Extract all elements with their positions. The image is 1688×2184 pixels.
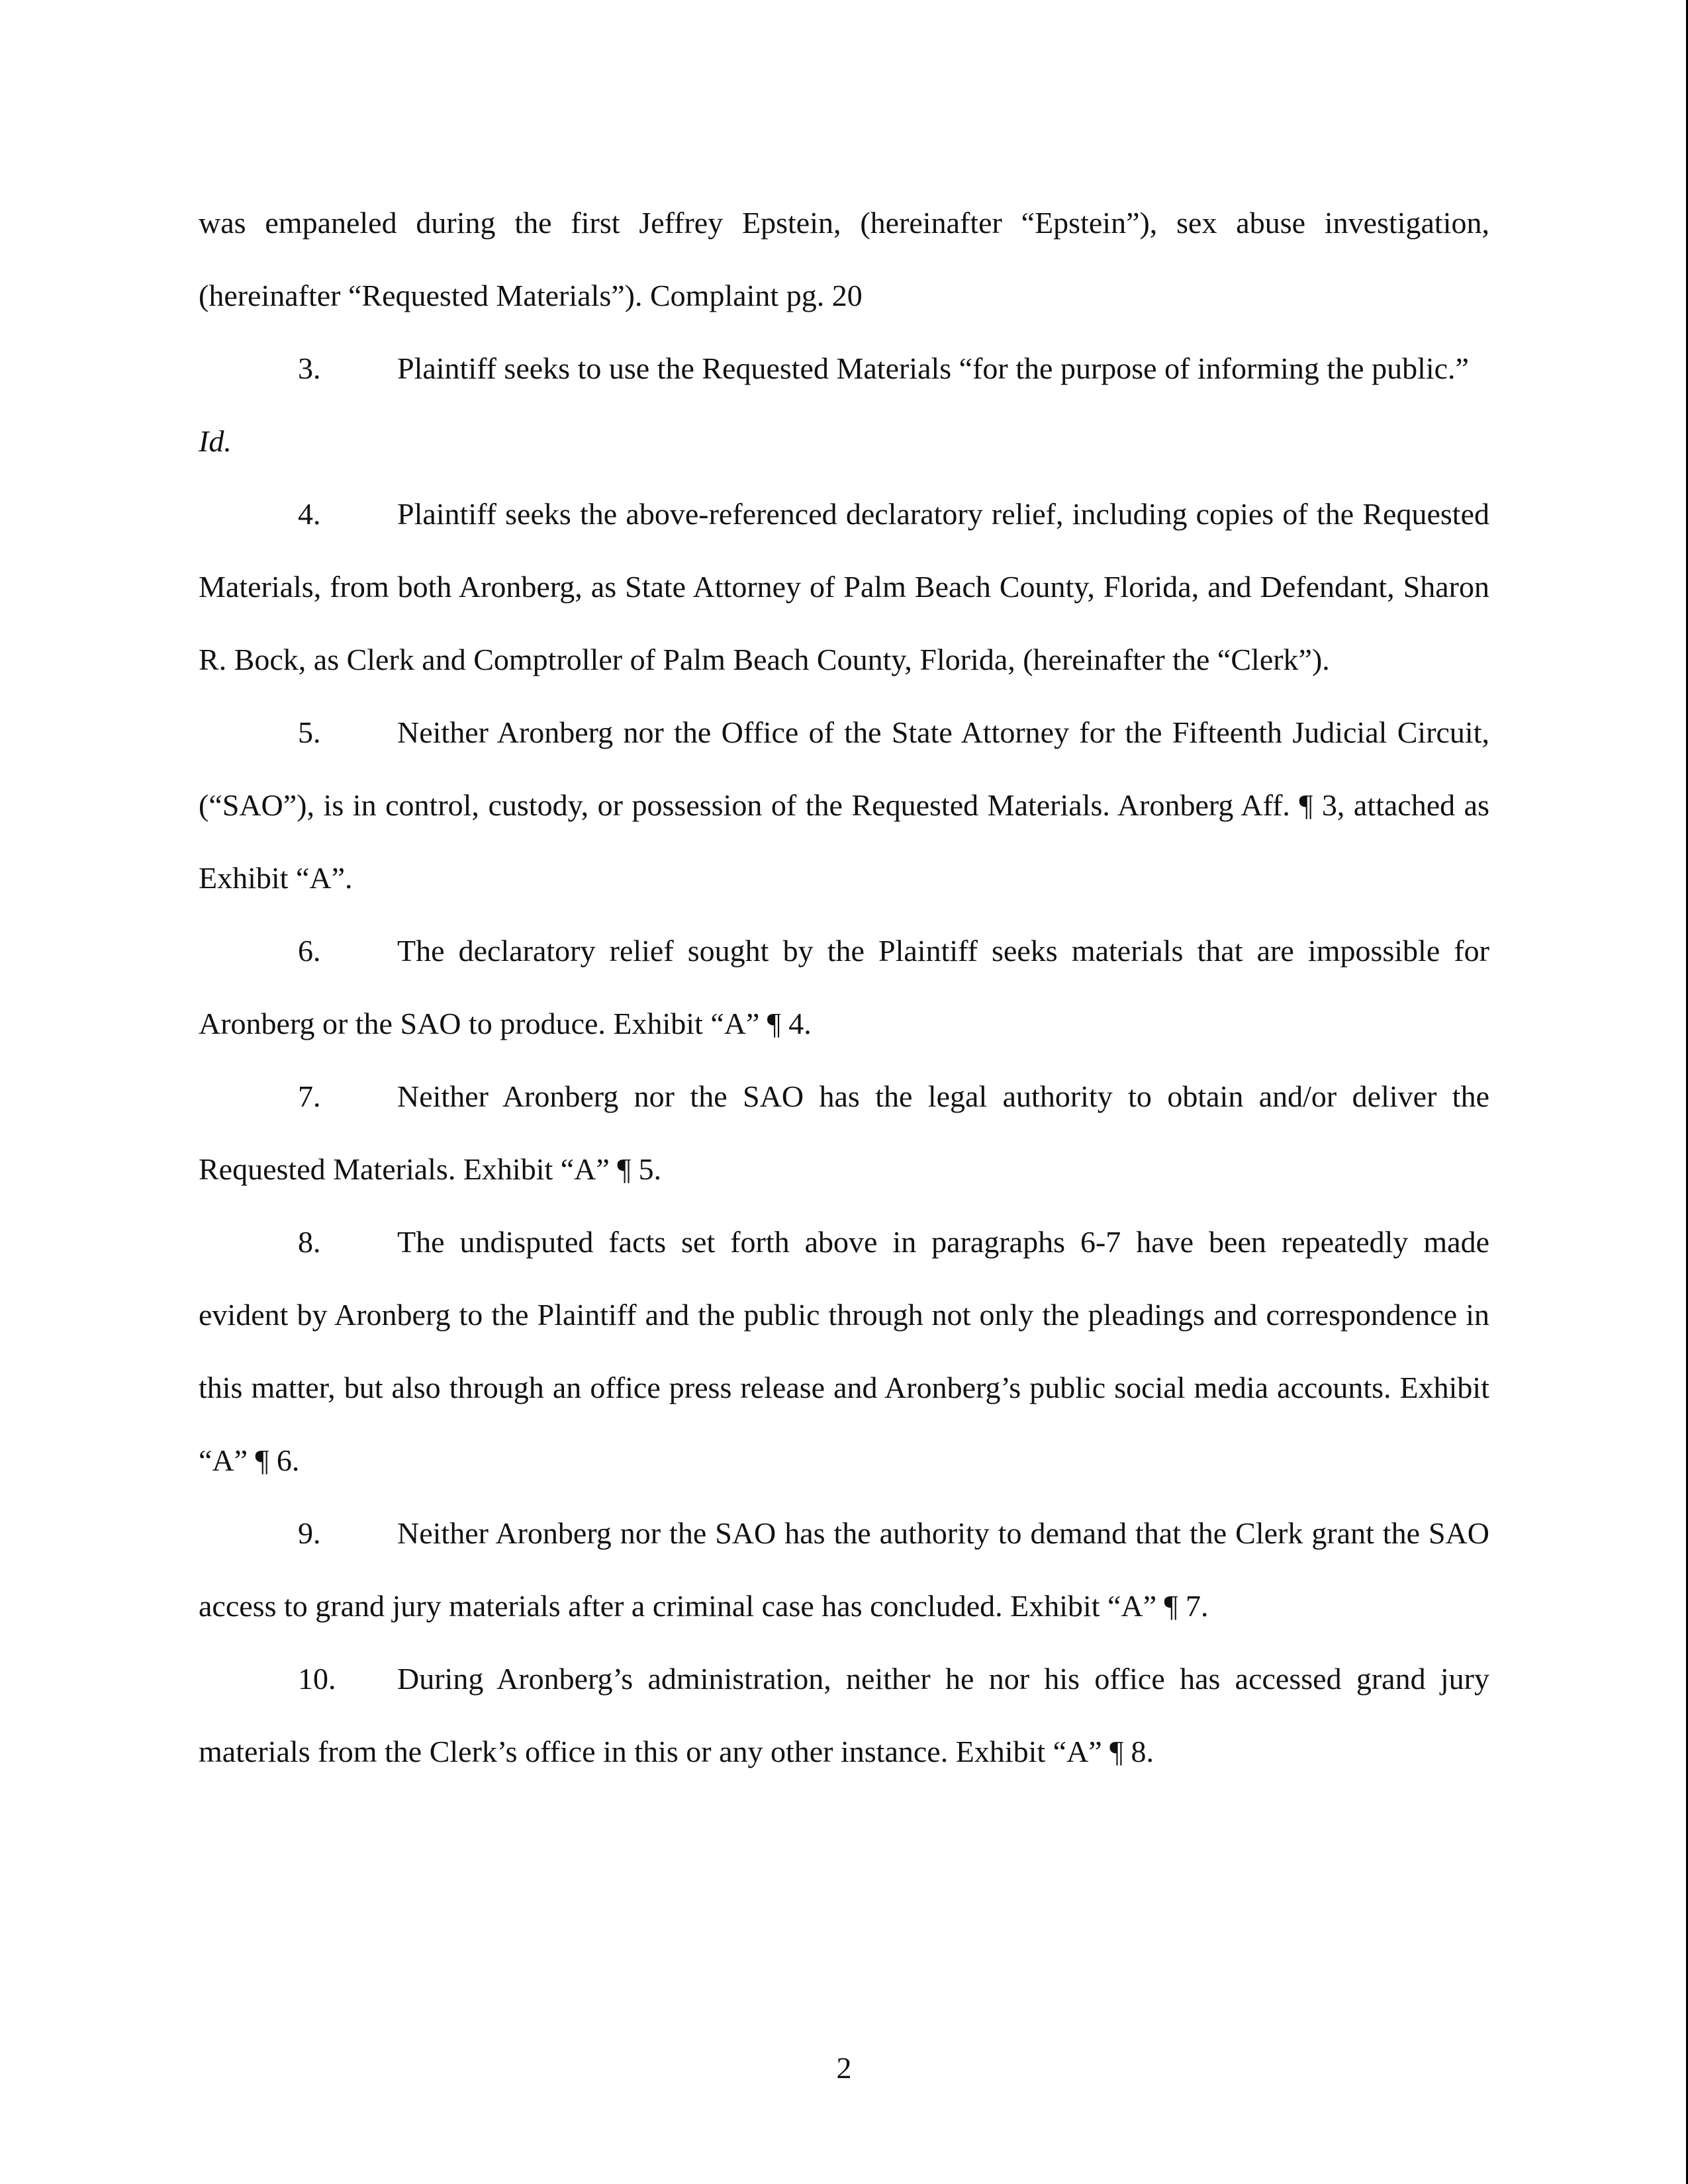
citation-id: Id.: [199, 424, 232, 458]
paragraph-text: Plaintiff seeks the above-referenced declaratory relief, including copies of the Requested Materials, from both Aronberg, as State Attorney of Palm Beach County, Florida, and Defendant, Sharon R. Bock, as Clerk and Comptroller of Palm Beach County, Florida, (hereinafter the “Clerk”).: [199, 497, 1489, 676]
paragraph-text: The undisputed facts set forth above in paragraphs 6-7 have been repeatedly made evident by Aronberg to the Plaintiff and the public through not only the pleadings and correspondence in this matter, but also through an office press release and Aronberg’s public social media accounts. Exhibit “A” ¶ 6.: [199, 1225, 1489, 1477]
paragraph-number: 4.: [298, 497, 321, 531]
paragraph-text: Neither Aronberg nor the Office of the State Attorney for the Fifteenth Judicial Circuit, (“SAO”), is in control, custody, or possession of the Requested Materials. Aronberg Aff. ¶ 3, attached as Exhibit “A”.: [199, 715, 1489, 895]
paragraph-9: [199, 1497, 1489, 1643]
paragraph-text: During Aronberg’s administration, neither he nor his office has accessed grand jury materials from the Clerk’s office in this or any other instance. Exhibit “A” ¶ 8.: [199, 1662, 1489, 1768]
paragraph-number: 9.: [298, 1516, 321, 1550]
paragraph-number: 6.: [298, 934, 321, 968]
document-body: [199, 187, 1489, 1788]
paragraph-number: 8.: [298, 1225, 321, 1259]
paragraph-text: Neither Aronberg nor the SAO has the authority to demand that the Clerk grant the SAO access to grand jury materials after a criminal case has concluded. Exhibit “A” ¶ 7.: [199, 1516, 1489, 1623]
paragraph-5: [199, 696, 1489, 915]
paragraph-text: Plaintiff seeks to use the Requested Materials “for the purpose of informing the public.”: [397, 351, 1469, 385]
paragraph-10: [199, 1643, 1489, 1788]
paragraph-7: [199, 1060, 1489, 1206]
paragraph-text: The declaratory relief sought by the Plaintiff seeks materials that are impossible for Aronberg or the SAO to produce. Exhibit “A” ¶ 4.: [199, 934, 1489, 1040]
paragraph-4: [199, 478, 1489, 696]
paragraph-number: 5.: [298, 715, 321, 749]
paragraph-text: Neither Aronberg nor the SAO has the legal authority to obtain and/or deliver the Requested Materials. Exhibit “A” ¶ 5.: [199, 1079, 1489, 1186]
paragraph-6: [199, 915, 1489, 1060]
opening-paragraph: was empaneled during the first Jeffrey Epstein, (hereinafter “Epstein”), sex abuse investigation, (hereinafter “Requested Materials”). Complaint pg. 20: [199, 206, 1489, 312]
paragraph-number: 3.: [298, 351, 321, 385]
paragraph-number: 10.: [298, 1662, 336, 1696]
paragraph-number: 7.: [298, 1079, 321, 1113]
paragraph-8: [199, 1206, 1489, 1497]
page-number: 2: [836, 2051, 852, 2085]
paragraph-3: [199, 332, 1489, 405]
